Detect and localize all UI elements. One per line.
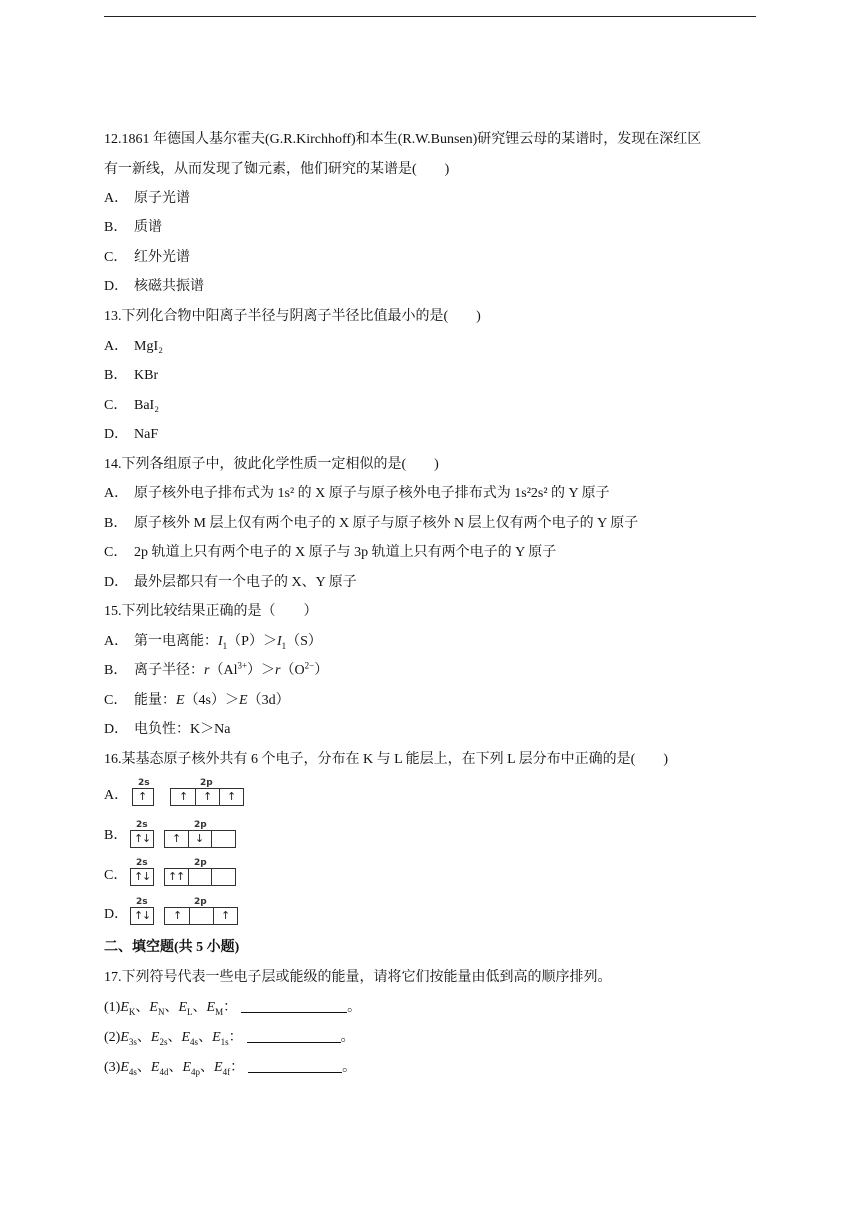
option-letter: C．	[104, 398, 128, 413]
option-text: 核磁共振谱	[134, 279, 204, 294]
q12-stem-line1: 12.1861 年德国人基尔霍夫(G.R.Kirchhoff)和本生(R.W.Bunsen)研究锂云母的某谱时，发现在深红区	[104, 132, 702, 147]
up-arrow-icon: ↑	[168, 870, 178, 883]
answer-blank[interactable]	[247, 1028, 341, 1043]
option-text-1: 离子半径：	[134, 663, 204, 678]
subscript: 3s	[128, 1036, 137, 1047]
q17-part2	[104, 1028, 355, 1048]
symbol-e: E	[150, 1060, 160, 1075]
q17-part1	[104, 998, 361, 1018]
subscript: L	[187, 1006, 193, 1017]
q15-option-a[interactable]	[104, 632, 322, 652]
label-2p: 2p	[194, 820, 207, 830]
period: 。	[342, 1060, 357, 1075]
orbital-box-2p	[170, 788, 244, 806]
subscript: 4s	[190, 1036, 199, 1047]
orbital-diagram-a	[132, 778, 252, 810]
option-letter: D．	[104, 575, 129, 590]
colon: ：	[228, 1030, 243, 1045]
colon: ：	[230, 1060, 245, 1075]
option-text-1: 第一电离能：	[134, 634, 218, 649]
option-text: 红外光谱	[134, 250, 190, 265]
subscript: M	[215, 1006, 224, 1017]
option-letter: C．	[104, 693, 128, 708]
up-arrow-icon: ↑	[134, 870, 144, 883]
label-2p: 2p	[194, 897, 207, 907]
symbol-e: E	[206, 1000, 216, 1015]
symbol-e: E	[212, 1030, 221, 1045]
option-letter: D．	[104, 279, 129, 294]
option-text-1: 能量：	[134, 693, 176, 708]
separator: 、	[198, 1030, 213, 1045]
option-text: NaF	[134, 427, 159, 442]
q16-option-b-letter[interactable]: B．	[104, 828, 128, 843]
subscript: 1s	[220, 1036, 229, 1047]
option-letter: C．	[104, 250, 128, 265]
option-text: 2p 轨道上只有两个电子的 X 原子与 3p 轨道上只有两个电子的 Y 原子	[134, 545, 557, 560]
orbital-box-2p	[164, 830, 236, 848]
symbol-e: E	[178, 1000, 188, 1015]
q12-option-c[interactable]	[104, 248, 190, 268]
orbital-box-2p	[164, 907, 238, 925]
option-text-5: ）	[314, 663, 329, 678]
symbol-e: E	[120, 1030, 129, 1045]
q14-stem: 14.下列各组原子中，彼此化学性质一定相似的是( )	[104, 457, 439, 472]
q14-option-d[interactable]	[104, 573, 357, 593]
down-arrow-icon: ↓	[142, 909, 152, 922]
q12-option-a[interactable]	[104, 189, 190, 209]
option-text-2: （P）＞	[227, 634, 277, 649]
down-arrow-icon: ↓	[195, 832, 205, 845]
separator: 、	[135, 1000, 150, 1015]
option-text: 原子核外 M 层上仅有两个电子的 X 原子与原子核外 N 层上仅有两个电子的 Y 原子	[134, 516, 639, 531]
section-title: 二、填空题(共 5 小题)	[104, 940, 240, 955]
orbital-box-2s	[130, 830, 154, 848]
option-text: 最外层都只有一个电子的 X、Y 原子	[134, 575, 357, 590]
symbol-r: r	[275, 663, 281, 678]
colon: ：	[223, 1000, 238, 1015]
option-letter: B．	[104, 663, 128, 678]
symbol-e: E	[149, 1000, 158, 1015]
down-arrow-icon: ↓	[142, 832, 152, 845]
option-text-2: （Al	[209, 663, 238, 678]
down-arrow-icon: ↓	[142, 870, 152, 883]
option-text: KBr	[134, 368, 159, 383]
q13-option-a[interactable]	[104, 337, 163, 357]
option-text-2: （4s）＞	[184, 693, 240, 708]
superscript: 3+	[237, 660, 248, 671]
answer-blank[interactable]	[241, 998, 347, 1013]
option-text: 原子核外电子排布式为 1s² 的 X 原子与原子核外电子排布式为 1s²2s² 的 Y 原子	[134, 486, 610, 501]
separator: 、	[167, 1030, 182, 1045]
separator: 、	[200, 1060, 215, 1075]
label-2s: 2s	[136, 820, 148, 830]
symbol-i: I	[218, 634, 223, 649]
up-arrow-icon: ↑	[203, 790, 213, 803]
period: 。	[347, 1000, 362, 1015]
option-text-3: （3d）	[247, 693, 290, 708]
q15-stem: 15.下列比较结果正确的是（ ）	[104, 604, 318, 619]
q13-option-b[interactable]	[104, 366, 158, 386]
subscript: K	[128, 1006, 136, 1017]
separator: 、	[192, 1000, 207, 1015]
part-prefix: (3)	[104, 1060, 121, 1075]
option-letter: B．	[104, 220, 128, 235]
option-text: MgI₂	[134, 339, 163, 354]
orbital-box-2s	[130, 907, 154, 925]
symbol-e: E	[239, 693, 248, 708]
subscript: 1	[222, 640, 228, 651]
label-2s: 2s	[136, 858, 148, 868]
q12-stem-line2: 有一新线，从而发现了铷元素，他们研究的某谱是( )	[104, 162, 450, 177]
orbital-box-2s	[132, 788, 154, 806]
part-prefix: (1)	[104, 1000, 121, 1015]
option-text: 原子光谱	[134, 191, 190, 206]
period: 。	[340, 1030, 355, 1045]
q15-option-d[interactable]	[104, 720, 230, 740]
symbol-e: E	[182, 1060, 192, 1075]
up-arrow-icon: ↑	[138, 790, 148, 803]
answer-blank[interactable]	[248, 1058, 342, 1073]
separator: 、	[136, 1060, 151, 1075]
q13-stem: 13.下列化合物中阳离子半径与阴离子半径比值最小的是( )	[104, 309, 481, 324]
symbol-i: I	[276, 634, 282, 649]
subscript: 4d	[159, 1066, 169, 1077]
symbol-e: E	[214, 1060, 223, 1075]
up-arrow-icon: ↑	[134, 832, 144, 845]
subscript: N	[157, 1006, 165, 1017]
q16-option-c-letter[interactable]: C．	[104, 868, 128, 883]
option-letter: A．	[104, 486, 129, 501]
option-text: 质谱	[134, 220, 162, 235]
up-arrow-icon: ↑	[173, 909, 183, 922]
orbital-diagram-c	[130, 858, 250, 890]
option-text-4: （O	[280, 663, 305, 678]
q15-option-c[interactable]	[104, 691, 290, 711]
subscript: 1	[281, 640, 287, 651]
q16-option-d-letter[interactable]: D．	[104, 907, 129, 922]
option-text-3: ）＞	[247, 663, 276, 678]
superscript: 2−	[304, 660, 315, 671]
symbol-e: E	[181, 1030, 191, 1045]
part-prefix: (2)	[104, 1030, 121, 1045]
option-letter: B．	[104, 368, 128, 383]
subscript: 4f	[222, 1066, 231, 1077]
up-arrow-icon: ↑	[221, 909, 231, 922]
up-arrow-icon: ↑	[179, 790, 189, 803]
option-letter: B．	[104, 516, 128, 531]
separator: 、	[136, 1030, 151, 1045]
symbol-r: r	[204, 663, 210, 678]
symbol-e: E	[150, 1030, 160, 1045]
separator: 、	[164, 1000, 179, 1015]
up-arrow-icon: ↑	[176, 870, 186, 883]
option-letter: A．	[104, 634, 129, 649]
q17-part3	[104, 1058, 356, 1078]
orbital-diagram-b	[130, 820, 250, 852]
symbol-e: E	[120, 1060, 129, 1075]
up-arrow-icon: ↑	[227, 790, 237, 803]
q14-option-a[interactable]	[104, 484, 610, 504]
option-letter: C．	[104, 545, 128, 560]
up-arrow-icon: ↑	[172, 832, 182, 845]
option-letter: A．	[104, 339, 129, 354]
up-arrow-icon: ↑	[134, 909, 144, 922]
option-letter: D．	[104, 427, 129, 442]
orbital-box-2s	[130, 868, 154, 886]
q16-option-a-letter[interactable]: A．	[104, 788, 129, 803]
q17-stem: 17.下列符号代表一些电子层或能级的能量，请将它们按能量由低到高的顺序排列。	[104, 970, 612, 985]
q12-option-b[interactable]	[104, 218, 162, 238]
q14-option-b[interactable]	[104, 514, 638, 534]
subscript: 2s	[159, 1036, 168, 1047]
q12-option-d[interactable]	[104, 277, 204, 297]
q14-option-c[interactable]	[104, 543, 556, 563]
header-rule	[104, 16, 756, 17]
q13-option-d[interactable]	[104, 425, 158, 445]
orbital-diagram-d	[130, 897, 250, 929]
orbital-box-2p	[164, 868, 236, 886]
option-text: 电负性：K＞Na	[134, 722, 231, 737]
symbol-e: E	[120, 1000, 129, 1015]
symbol-e: E	[176, 693, 185, 708]
separator: 、	[168, 1060, 183, 1075]
q16-stem: 16.某基态原子核外共有 6 个电子，分布在 K 与 L 能层上，在下列 L 层分布中正确的是( )	[104, 752, 668, 767]
label-2s: 2s	[138, 778, 150, 788]
q13-option-c[interactable]	[104, 396, 159, 416]
subscript: 4s	[128, 1066, 137, 1077]
label-2p: 2p	[194, 858, 207, 868]
label-2p: 2p	[200, 778, 213, 788]
option-text: BaI₂	[134, 398, 160, 413]
option-letter: A．	[104, 191, 129, 206]
q15-option-b[interactable]	[104, 661, 328, 681]
option-text-3: （S）	[286, 634, 322, 649]
option-letter: D．	[104, 722, 129, 737]
subscript: 4p	[191, 1066, 201, 1077]
label-2s: 2s	[136, 897, 148, 907]
